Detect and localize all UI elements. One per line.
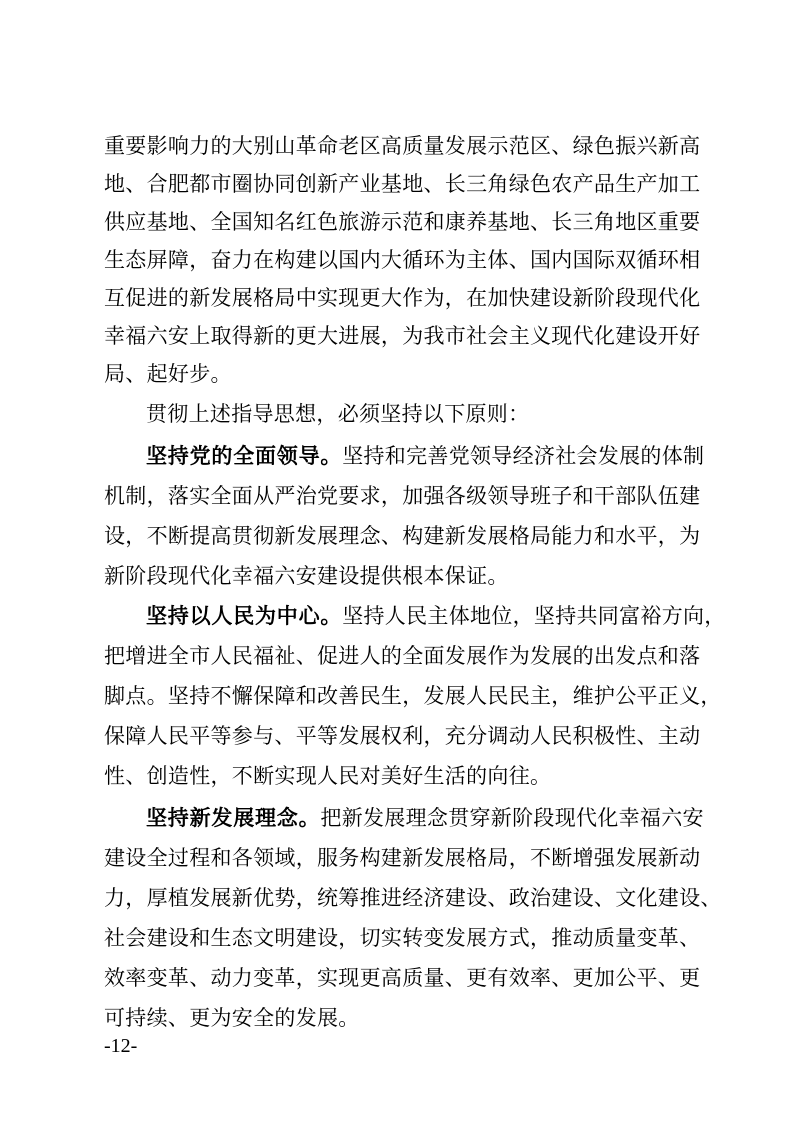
text-line: 幸福六安上取得新的更大进展，为我市社会主义现代化建设开好	[104, 324, 701, 348]
text-line: 效率变革、动力变革，实现更高质量、更有效率、更加公平、更	[104, 966, 701, 990]
text-line: 把增进全市人民福祉、促进人的全面发展作为发展的出发点和落	[104, 644, 701, 668]
text-line: 生态屏障，奋力在构建以国内大循环为主体、国内国际双循环相	[104, 248, 701, 272]
paragraph-heading: 坚持以人民为中心。	[146, 604, 343, 628]
paragraph-heading-line	[146, 438, 704, 474]
text-line: 力，厚植发展新优势，统筹推进经济建设、政治建设、文化建设、	[104, 886, 722, 910]
text-line: 建设全过程和各领域，服务构建新发展格局，不断增强发展新动	[104, 846, 701, 870]
text-line: 重要影响力的大别山革命老区高质量发展示范区、绿色振兴新高	[104, 134, 701, 158]
text-line: 可持续、更为安全的发展。	[104, 1006, 360, 1030]
paragraph-heading-line	[146, 598, 726, 634]
paragraph-heading-line	[146, 800, 704, 836]
text-line: 新阶段现代化幸福六安建设提供根本保证。	[104, 564, 509, 588]
paragraph-text: 坚持和完善党领导经济社会发展的体制	[342, 444, 705, 468]
paragraph-text: 把新发展理念贯穿新阶段现代化幸福六安	[320, 806, 704, 830]
paragraph-heading: 坚持新发展理念。	[146, 806, 321, 830]
text-line: 地、合肥都市圈协同创新产业基地、长三角绿色农产品生产加工	[104, 172, 701, 196]
text-line: 社会建设和生态文明建设，切实转变发展方式，推动质量变革、	[104, 926, 701, 950]
text-line: 机制，落实全面从严治党要求，加强各级领导班子和干部队伍建	[104, 484, 701, 508]
page-number: -12-	[104, 1035, 138, 1057]
text-line: 脚点。坚持不懈保障和改善民生，发展人民民主，维护公平正义，	[104, 684, 722, 708]
paragraph-text: 坚持人民主体地位，坚持共同富裕方向，	[342, 604, 726, 628]
text-line: 互促进的新发展格局中实现更大作为，在加快建设新阶段现代化	[104, 286, 701, 310]
paragraph-heading: 坚持党的全面领导。	[146, 444, 343, 468]
text-line: 贯彻上述指导思想，必须坚持以下原则：	[146, 402, 530, 426]
text-line: 设，不断提高贯彻新发展理念、构建新发展格局能力和水平，为	[104, 524, 701, 548]
text-line: 局、起好步。	[104, 362, 232, 386]
text-line: 供应基地、全国知名红色旅游示范和康养基地、长三角地区重要	[104, 210, 701, 234]
text-line: 保障人民平等参与、平等发展权利，充分调动人民积极性、主动	[104, 724, 701, 748]
text-line: 性、创造性，不断实现人民对美好生活的向往。	[104, 764, 552, 788]
